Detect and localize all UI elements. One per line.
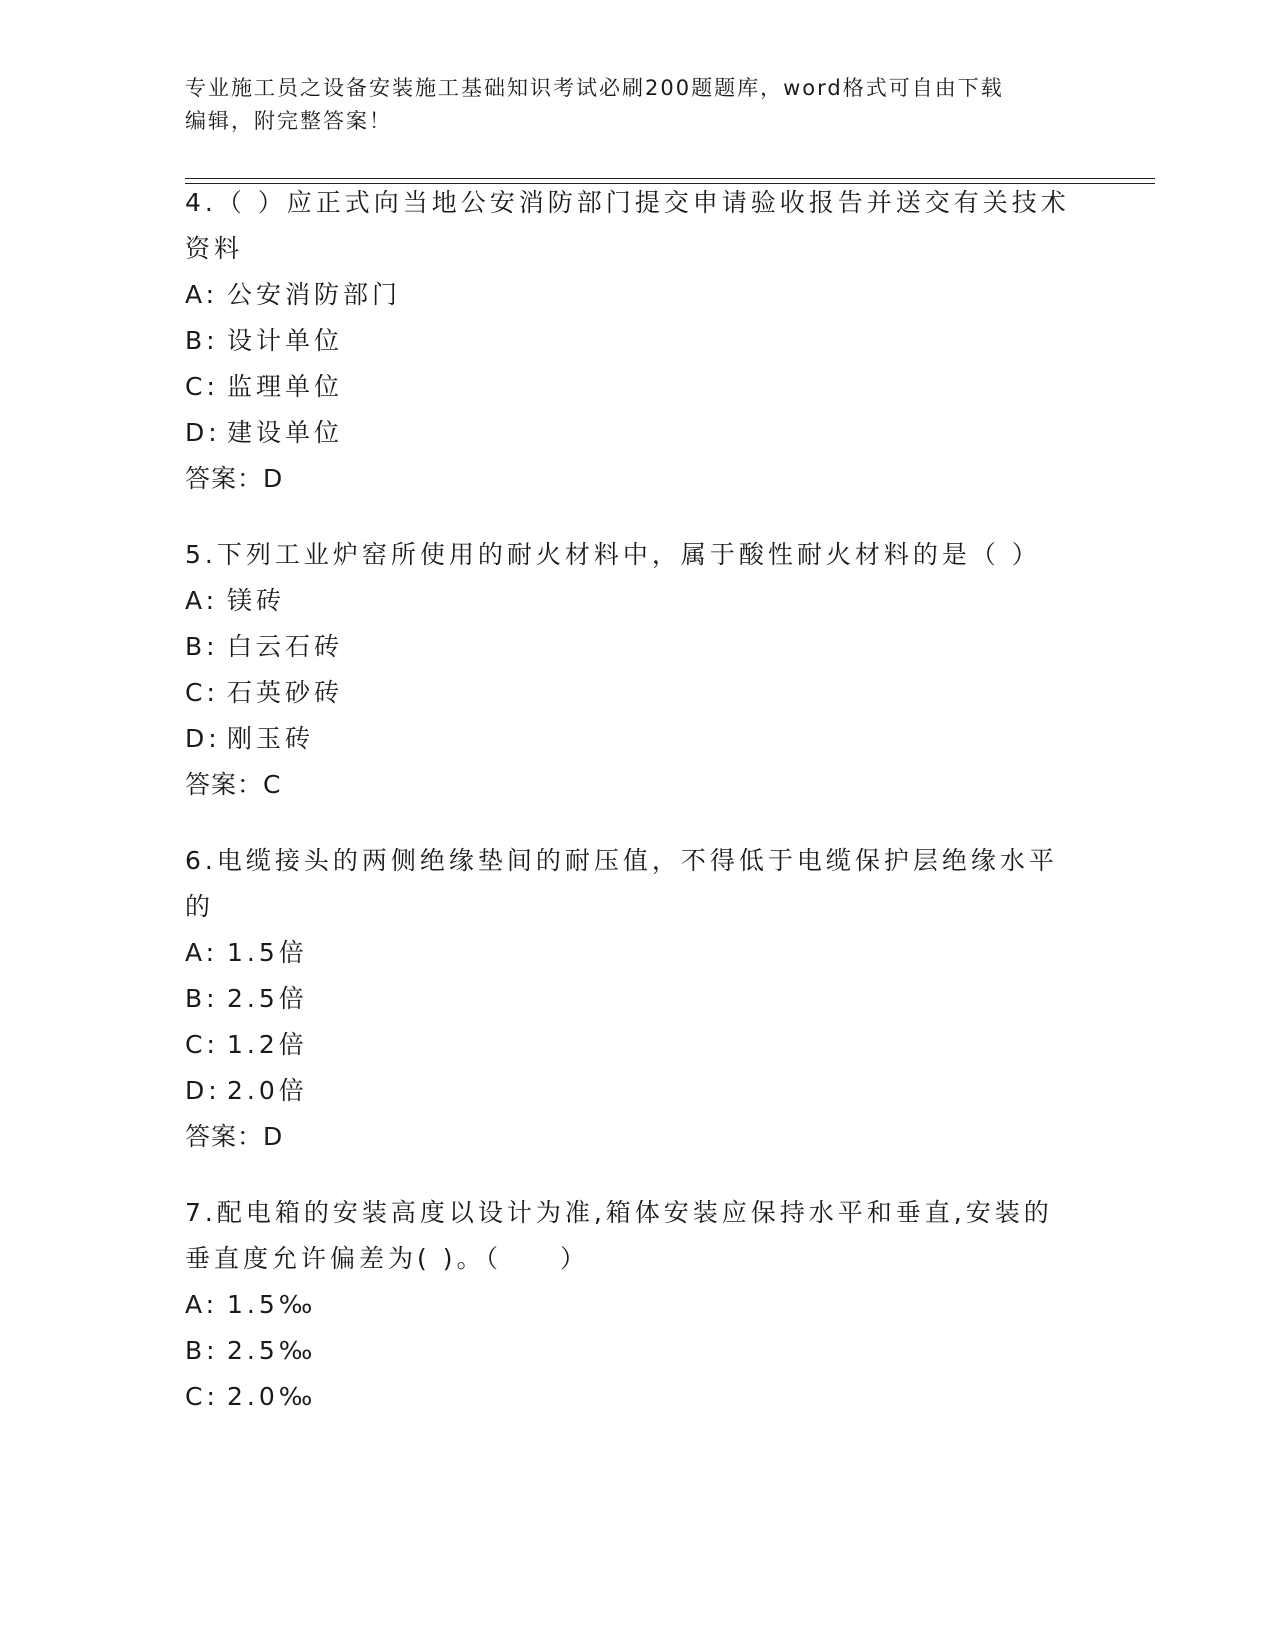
option-text: 1.5倍 <box>227 938 308 967</box>
question-7 <box>185 1190 1085 1420</box>
option-text: 石英砂砖 <box>227 678 344 707</box>
option-text: 设计单位 <box>227 326 344 355</box>
option-c <box>185 1374 1085 1420</box>
answer: 答案：D <box>185 464 284 493</box>
question-stem: 7.配电箱的安装高度以设计为准,箱体安装应保持水平和垂直,安装的 <box>185 1198 1053 1227</box>
option-text: 监理单位 <box>227 372 344 401</box>
option-key: C: <box>185 678 219 707</box>
option-key: A: <box>185 1290 219 1319</box>
question-stem-continued: 资料 <box>185 234 244 263</box>
option-d <box>185 1068 1085 1114</box>
option-key: B: <box>185 632 219 661</box>
question-5 <box>185 532 1085 808</box>
question-stem-continued: 的 <box>185 892 215 921</box>
question-stem: 5.下列工业炉窑所使用的耐火材料中，属于酸性耐火材料的是（ ） <box>185 540 1041 569</box>
question-stem-continued: 垂直度允许偏差为( )。（ ） <box>185 1244 589 1273</box>
option-b <box>185 318 1085 364</box>
option-text: 2.0倍 <box>227 1076 308 1105</box>
option-key: B: <box>185 984 219 1013</box>
question-4 <box>185 180 1085 502</box>
option-text: 1.2倍 <box>227 1030 308 1059</box>
option-key: D: <box>185 418 221 447</box>
question-stem: 6.电缆接头的两侧绝缘垫间的耐压值，不得低于电缆保护层绝缘水平 <box>185 846 1058 875</box>
header-divider-top <box>185 178 1155 179</box>
option-d <box>185 716 1085 762</box>
option-c <box>185 1022 1085 1068</box>
option-key: D: <box>185 724 221 753</box>
question-6 <box>185 838 1085 1160</box>
option-text: 2.5倍 <box>227 984 308 1013</box>
option-text: 2.5‰ <box>227 1336 317 1365</box>
option-a <box>185 272 1085 318</box>
option-text: 镁砖 <box>227 586 286 615</box>
option-a <box>185 1282 1085 1328</box>
document-header <box>185 72 1065 138</box>
option-key: C: <box>185 1382 219 1411</box>
option-key: C: <box>185 372 219 401</box>
option-b <box>185 624 1085 670</box>
header-line-1: 专业施工员之设备安装施工基础知识考试必刷200题题库，word格式可自由下载 <box>185 76 1004 100</box>
option-key: D: <box>185 1076 221 1105</box>
header-line-2: 编辑，附完整答案！ <box>185 109 392 133</box>
option-text: 刚玉砖 <box>227 724 315 753</box>
option-c <box>185 670 1085 716</box>
option-key: B: <box>185 326 219 355</box>
option-text: 2.0‰ <box>227 1382 317 1411</box>
option-text: 1.5‰ <box>227 1290 317 1319</box>
option-text: 公安消防部门 <box>227 280 402 309</box>
option-key: A: <box>185 586 219 615</box>
option-key: A: <box>185 280 219 309</box>
answer: 答案：D <box>185 1122 284 1151</box>
answer: 答案：C <box>185 770 282 799</box>
option-key: C: <box>185 1030 219 1059</box>
option-text: 建设单位 <box>227 418 344 447</box>
option-b <box>185 1328 1085 1374</box>
option-c <box>185 364 1085 410</box>
option-text: 白云石砖 <box>227 632 344 661</box>
option-a <box>185 578 1085 624</box>
option-b <box>185 976 1085 1022</box>
option-d <box>185 410 1085 456</box>
option-a <box>185 930 1085 976</box>
option-key: B: <box>185 1336 219 1365</box>
question-stem: 4.（ ）应正式向当地公安消防部门提交申请验收报告并送交有关技术 <box>185 188 1070 217</box>
option-key: A: <box>185 938 219 967</box>
